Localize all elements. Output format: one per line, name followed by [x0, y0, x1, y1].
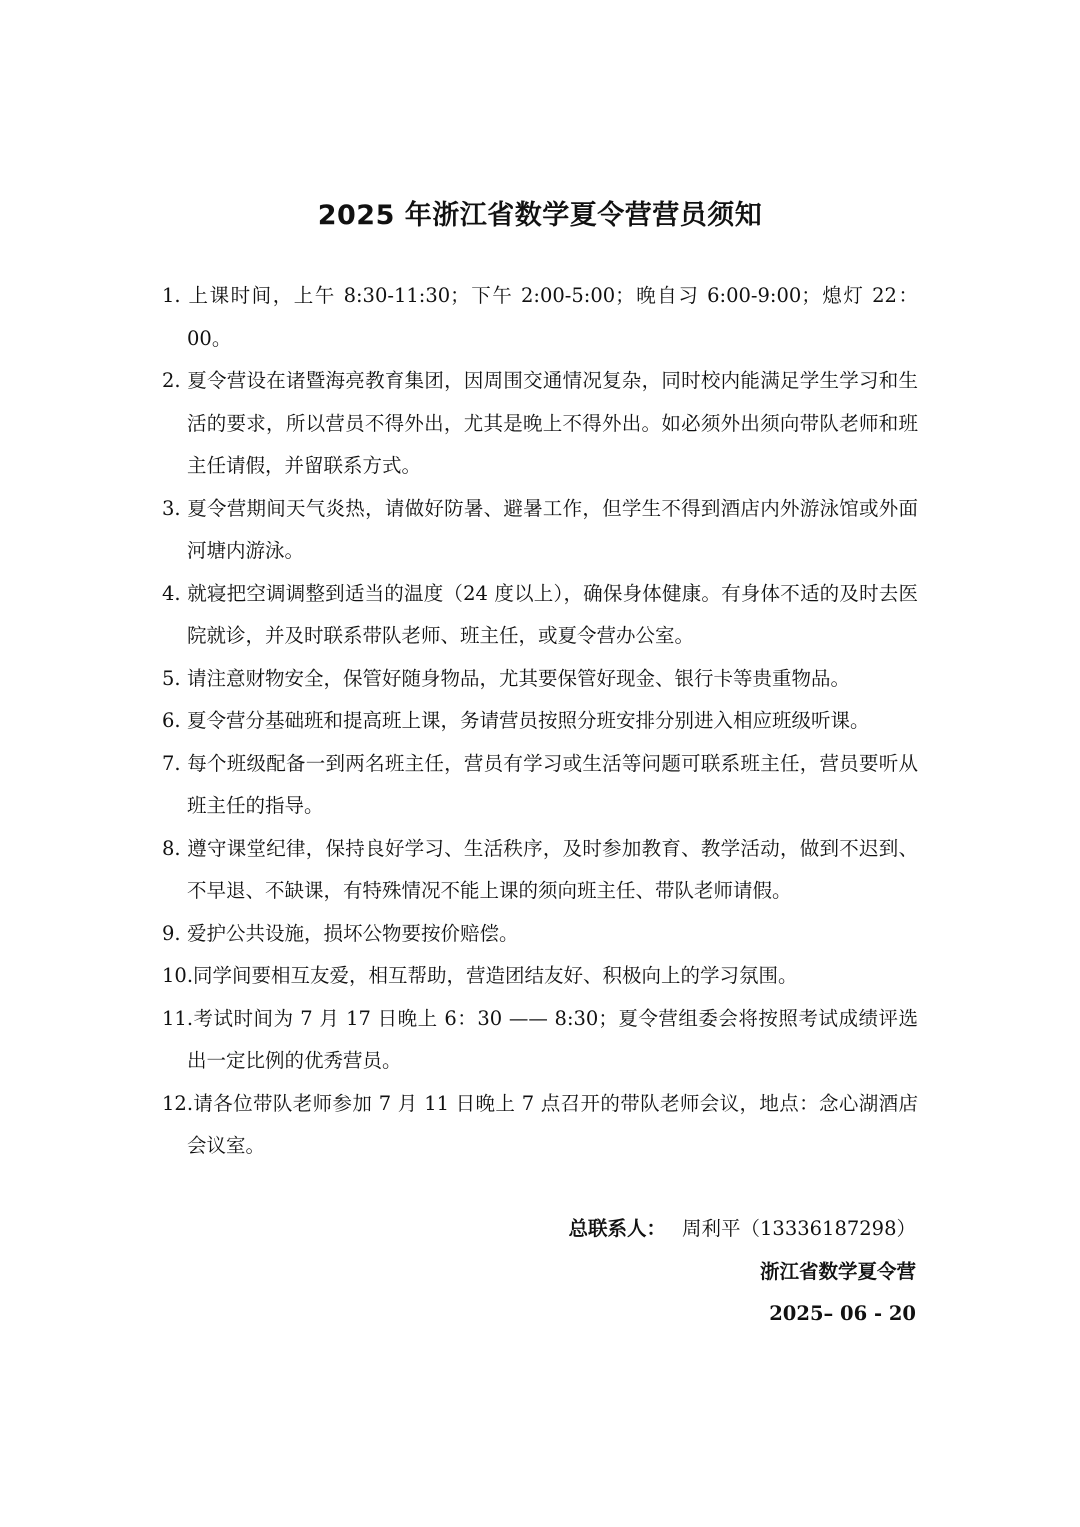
notice-item-2 [162, 360, 918, 488]
item-number: 5. [162, 666, 181, 690]
item-text: 上课时间，上午 8:30-11:30；下午 2:00-5:00；晚自习 6:00-9:00；熄灯 22：00。 [187, 284, 918, 350]
item-number: 10. [162, 964, 194, 987]
contact-row [569, 1208, 917, 1251]
item-number: 1. [162, 284, 181, 307]
notice-item-10 [162, 955, 918, 998]
organization-name: 浙江省数学夏令营 [759, 1259, 916, 1283]
item-text: 夏令营期间天气炎热，请做好防暑、避暑工作，但学生不得到酒店内外游泳馆或外面河塘内游泳。 [187, 496, 918, 562]
item-text: 请各位带队老师参加 7 月 11 日晚上 7 点召开的带队老师会议，地点：念心湖酒店会议室。 [187, 1091, 918, 1157]
contact-value: 周利平（13336187298） [682, 1217, 916, 1240]
signature-block [569, 1208, 917, 1336]
document-title: 2025 年浙江省数学夏令营营员须知 [317, 200, 763, 231]
item-number: 11. [162, 1006, 194, 1030]
item-text: 夏令营分基础班和提高班上课，务请营员按照分班安排分别进入相应班级听课。 [187, 709, 870, 732]
notice-item-1 [162, 275, 918, 360]
item-text: 爱护公共设施，损坏公物要按价赔偿。 [187, 921, 519, 945]
notice-item-11 [162, 998, 918, 1083]
item-text: 同学间要相互友爱，相互帮助，营造团结友好、积极向上的学习氛围。 [193, 964, 798, 987]
item-text: 考试时间为 7 月 17 日晚上 6：30 —— 8:30；夏令营组委会将按照考试成绩评选出一定比例的优秀营员。 [187, 1006, 918, 1072]
item-number: 4. [162, 581, 181, 605]
document-date: 2025– 06 - 20 [769, 1302, 916, 1325]
notice-item-6 [162, 700, 918, 743]
item-number: 8. [162, 836, 181, 860]
item-text: 遵守课堂纪律，保持良好学习、生活秩序，及时参加教育、教学活动，做到不迟到、不早退、不缺课，有特殊情况不能上课的须向班主任、带队老师请假。 [187, 836, 918, 902]
item-number: 12. [162, 1091, 194, 1115]
notice-item-8 [162, 828, 918, 913]
notice-item-4 [162, 573, 918, 658]
notice-item-7 [162, 743, 918, 828]
item-number: 2. [162, 369, 181, 392]
contact-label: 总联系人： [568, 1217, 667, 1240]
item-number: 9. [162, 921, 181, 945]
item-text: 请注意财物安全，保管好随身物品，尤其要保管好现金、银行卡等贵重物品。 [187, 666, 851, 690]
item-text: 每个班级配备一到两名班主任，营员有学习或生活等问题可联系班主任，营员要听从班主任的指导。 [187, 751, 918, 817]
notice-item-9 [162, 913, 918, 956]
item-number: 3. [162, 496, 181, 520]
item-text: 夏令营设在诸暨海亮教育集团，因周围交通情况复杂，同时校内能满足学生学习和生活的要求，所以营员不得外出，尤其是晚上不得外出。如必须外出须向带队老师和班主任请假，并留联系方式。 [187, 369, 918, 477]
notice-item-5 [162, 658, 918, 701]
item-number: 7. [162, 751, 181, 775]
item-number: 6. [162, 709, 181, 732]
notice-list [162, 275, 918, 1168]
notice-item-3 [162, 488, 918, 573]
item-text: 就寝把空调调整到适当的温度（24 度以上），确保身体健康。有身体不适的及时去医院就诊，并及时联系带队老师、班主任，或夏令营办公室。 [187, 581, 918, 647]
notice-item-12 [162, 1083, 918, 1168]
